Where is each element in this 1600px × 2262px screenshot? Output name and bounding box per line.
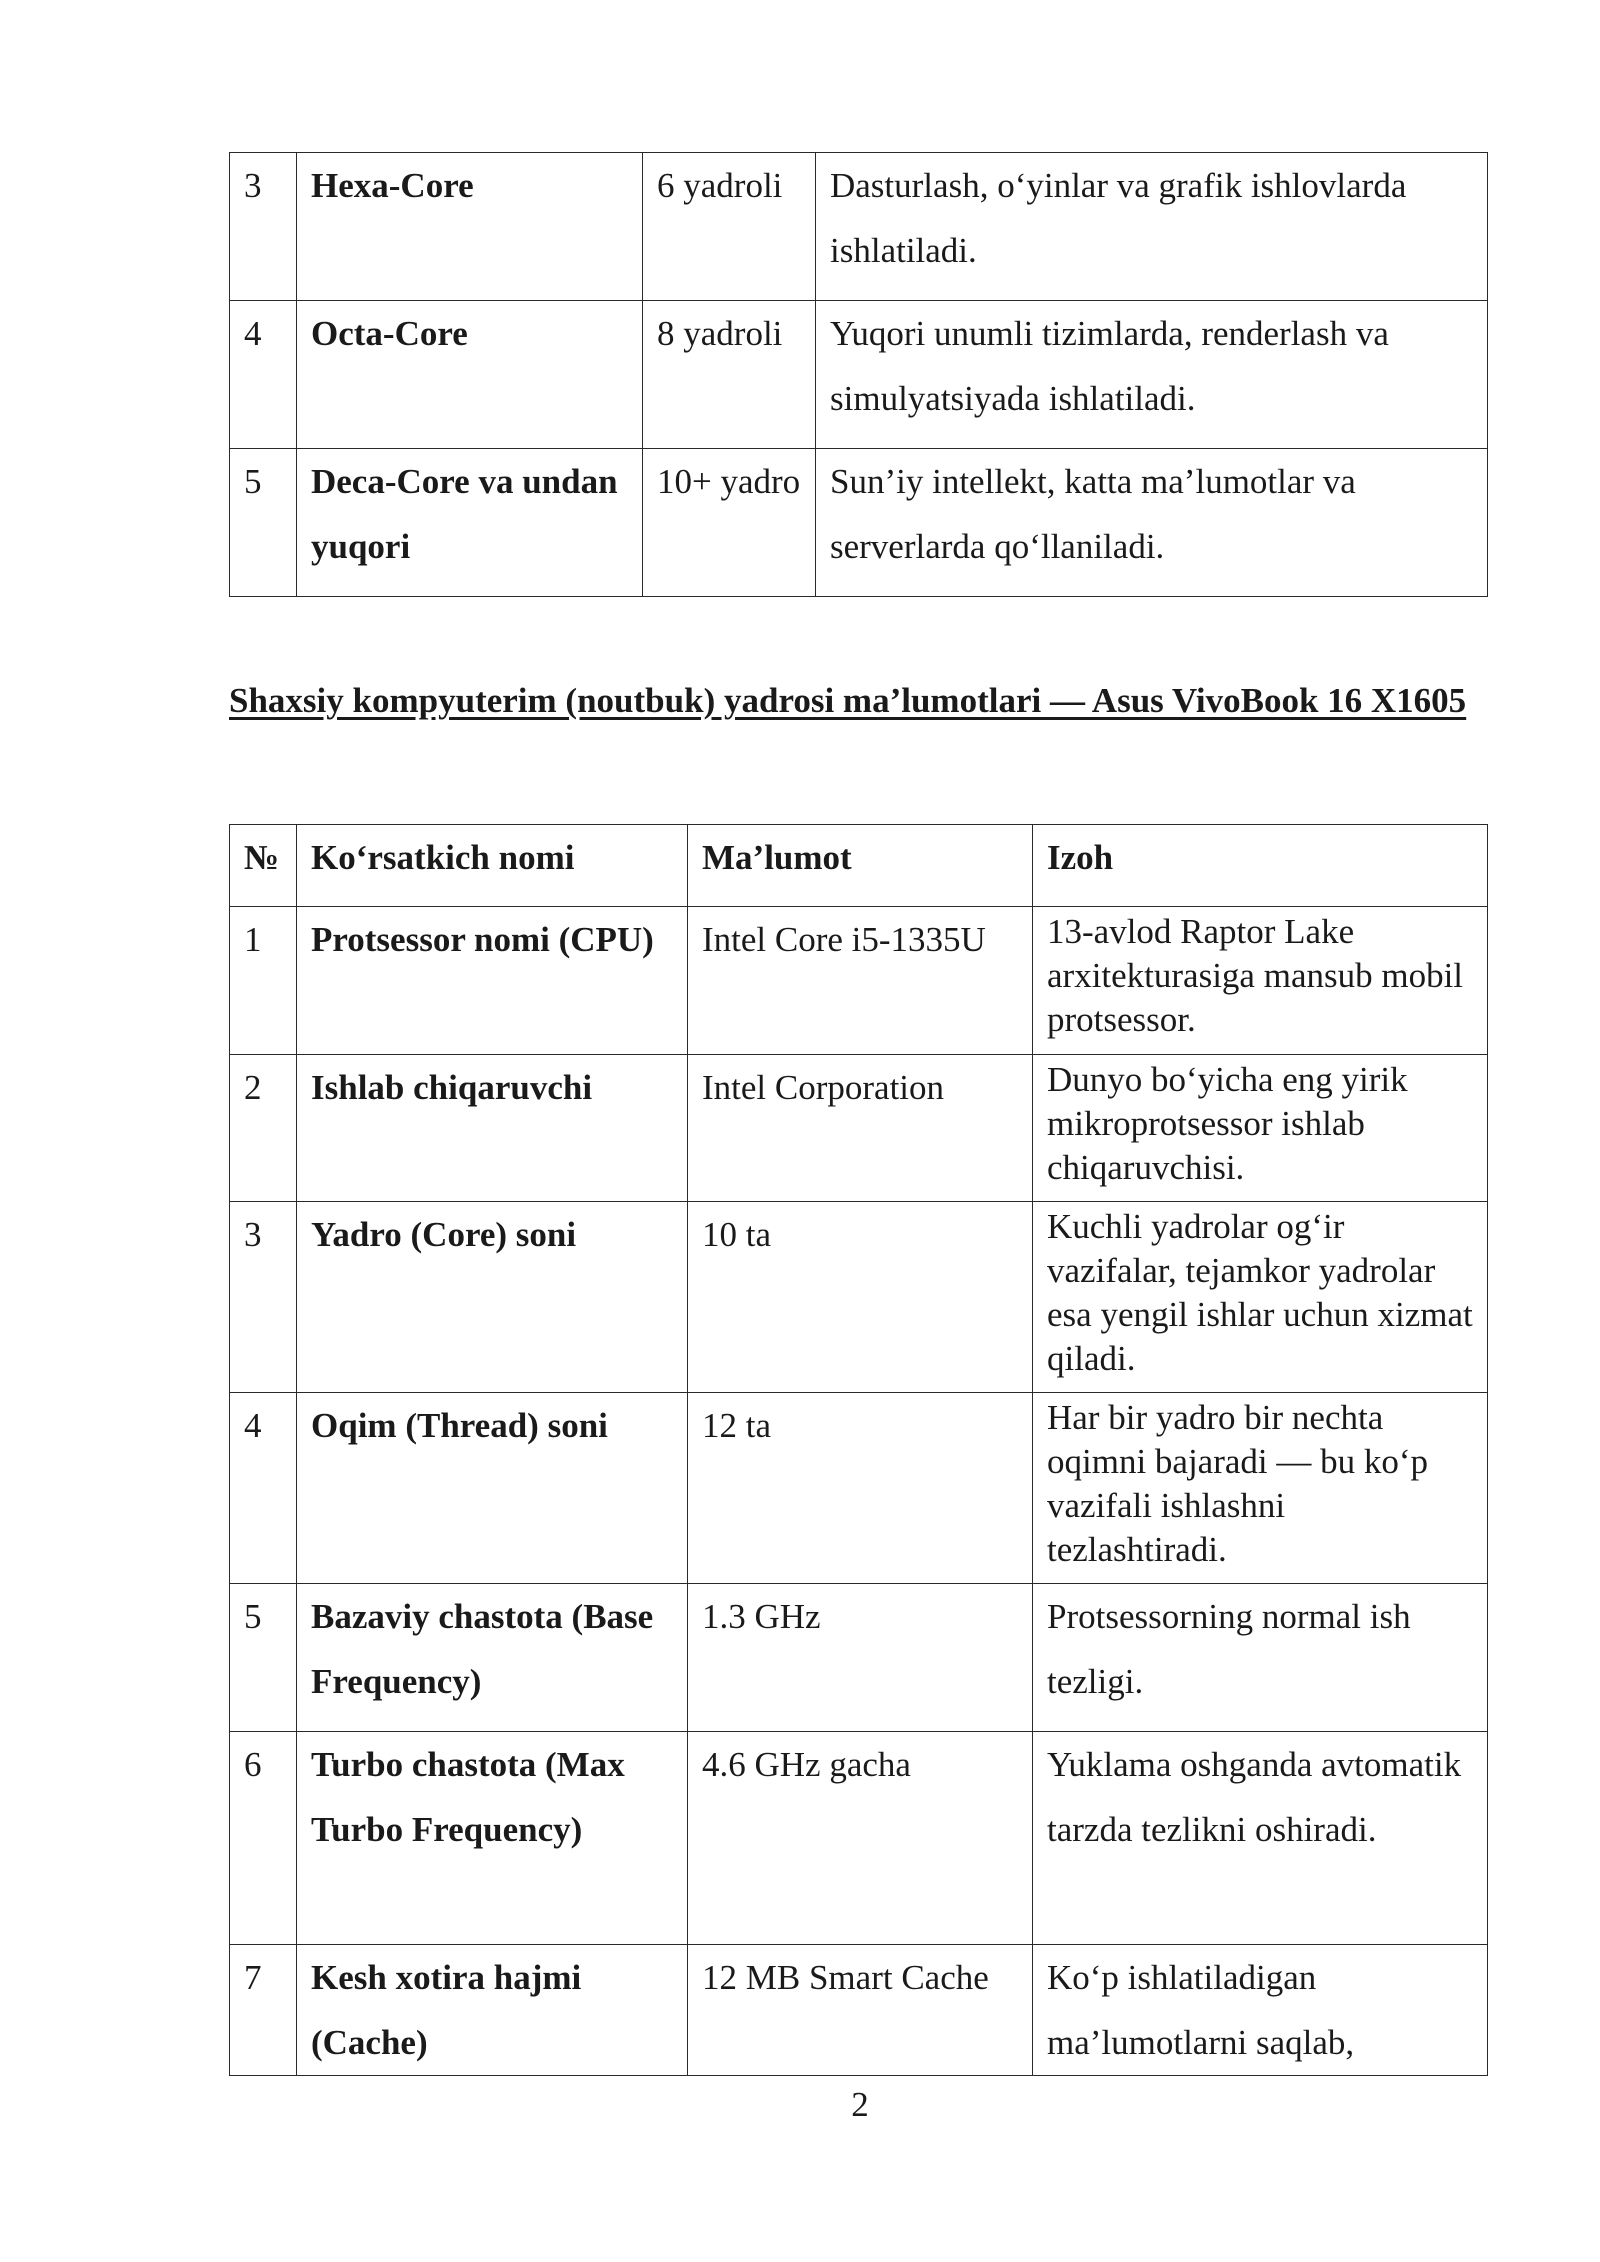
core-count: 6 yadroli — [643, 153, 816, 301]
row-number: 4 — [230, 301, 297, 449]
table-row — [230, 1393, 1488, 1584]
indicator-note: Kuchli yadrolar og‘ir vazifalar, tejamkor yadrolar esa yengil ishlar uchun xizmat qiladi. — [1033, 1202, 1488, 1393]
table-row — [230, 1732, 1488, 1945]
indicator-name: Ishlab chiqaruvchi — [297, 1055, 688, 1202]
indicator-value: 4.6 GHz gacha — [688, 1732, 1033, 1945]
core-type-name: Hexa-Core — [297, 153, 643, 301]
core-types-table — [229, 152, 1488, 597]
indicator-note: Yuklama oshganda avtomatik tarzda tezlikni oshiradi. — [1033, 1732, 1488, 1945]
usage-description: Sun’iy intellekt, katta ma’lumotlar va serverlarda qo‘llaniladi. — [816, 449, 1488, 597]
indicator-value: Intel Corporation — [688, 1055, 1033, 1202]
header-indicator-name: Ko‘rsatkich nomi — [297, 825, 688, 907]
table-row — [230, 153, 1488, 301]
table-row — [230, 1055, 1488, 1202]
row-number: 3 — [230, 1202, 297, 1393]
table-row — [230, 1202, 1488, 1393]
indicator-value: 12 ta — [688, 1393, 1033, 1584]
row-number: 6 — [230, 1732, 297, 1945]
row-number: 7 — [230, 1945, 297, 2076]
row-number: 5 — [230, 449, 297, 597]
usage-description: Yuqori unumli tizimlarda, renderlash va simulyatsiyada ishlatiladi. — [816, 301, 1488, 449]
indicator-note: Har bir yadro bir nechta oqimni bajaradi — bu ko‘p vazifali ishlashni tezlashtiradi. — [1033, 1393, 1488, 1584]
indicator-name: Kesh xotira hajmi (Cache) — [297, 1945, 688, 2076]
usage-description: Dasturlash, o‘yinlar va grafik ishlovlarda ishlatiladi. — [816, 153, 1488, 301]
header-number: № — [230, 825, 297, 907]
indicator-note: Protsessorning normal ish tezligi. — [1033, 1584, 1488, 1732]
table-row — [230, 1945, 1488, 2076]
core-count: 10+ yadro — [643, 449, 816, 597]
indicator-name: Turbo chastota (Max Turbo Frequency) — [297, 1732, 688, 1945]
indicator-note: Dunyo bo‘yicha eng yirik mikroprotsessor ishlab chiqaruvchisi. — [1033, 1055, 1488, 1202]
section-heading: Shaxsiy kompyuterim (noutbuk) yadrosi ma’lumotlari — Asus VivoBook 16 X1605 — [229, 681, 1467, 720]
row-number: 3 — [230, 153, 297, 301]
table-header-row — [230, 825, 1488, 907]
row-number: 4 — [230, 1393, 297, 1584]
indicator-note: 13-avlod Raptor Lake arxitekturasiga mansub mobil protsessor. — [1033, 907, 1488, 1055]
core-type-name: Octa-Core — [297, 301, 643, 449]
table-row — [230, 449, 1488, 597]
indicator-name: Yadro (Core) soni — [297, 1202, 688, 1393]
indicator-value: 12 MB Smart Cache — [688, 1945, 1033, 2076]
indicator-value: Intel Core i5-1335U — [688, 907, 1033, 1055]
indicator-note: Ko‘p ishlatiladigan ma’lumotlarni saqlab, — [1033, 1945, 1488, 2076]
core-type-name: Deca-Core va undan yuqori — [297, 449, 643, 597]
table-row — [230, 907, 1488, 1055]
header-note: Izoh — [1033, 825, 1488, 907]
header-value: Ma’lumot — [688, 825, 1033, 907]
indicator-value: 1.3 GHz — [688, 1584, 1033, 1732]
indicator-value: 10 ta — [688, 1202, 1033, 1393]
row-number: 1 — [230, 907, 297, 1055]
table-row — [230, 1584, 1488, 1732]
indicator-name: Bazaviy chastota (Base Frequency) — [297, 1584, 688, 1732]
indicator-name: Oqim (Thread) soni — [297, 1393, 688, 1584]
table-row — [230, 301, 1488, 449]
row-number: 5 — [230, 1584, 297, 1732]
indicator-name: Protsessor nomi (CPU) — [297, 907, 688, 1055]
row-number: 2 — [230, 1055, 297, 1202]
page-number: 2 — [851, 2085, 869, 2124]
core-count: 8 yadroli — [643, 301, 816, 449]
laptop-cpu-specs-table — [229, 824, 1488, 2076]
